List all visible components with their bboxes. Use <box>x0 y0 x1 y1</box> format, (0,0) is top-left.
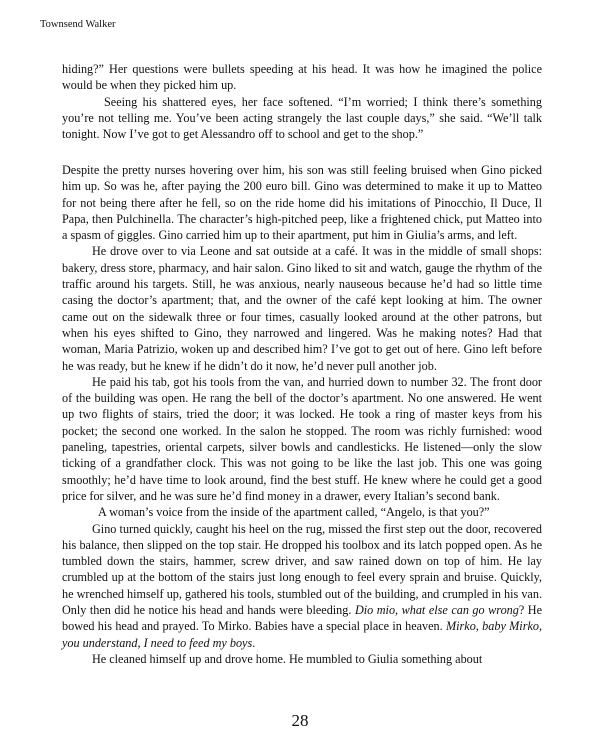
section-2 <box>62 162 542 667</box>
running-head: Townsend Walker <box>40 19 116 30</box>
paragraph: hiding?” Her questions were bullets speeding at his head. It was how he imagined the police would be when they picked him up. <box>62 62 542 93</box>
text-run: . <box>252 635 256 650</box>
paragraph: He cleaned himself up and drove home. He mumbled to Giulia something about <box>92 651 483 666</box>
paragraph: Seeing his shattered eyes, her face softened. “I’m worried; I think there’s something you’re not telling me. You’ve been acting strangely the last couple days,” she said. “We’ll talk tonight. Now I’ve got to get Alessandro off to school and get to the shop.” <box>62 94 542 142</box>
paragraph: A woman’s voice from the inside of the apartment called, “Angelo, is that you?” <box>98 505 490 520</box>
paragraph: Despite the pretty nurses hovering over him, his son was still feeling bruised when Gino picked him up. So was he, after paying the 200 euro bill. Gino was determined to make it up to Matteo for not being there after he fell, so on the ride home did his imitations of Pinocchio, Il Duce, Il Papa, then Pulchinella. The character’s high-pitched peep, like a frightened chick, put Matteo into a spasm of giggles. Gino carried him up to their apartment, put him in Giulia’s arms, and left. <box>62 163 542 243</box>
paragraph: He paid his tab, got his tools from the van, and hurried down to number 32. The front door of the building was open. He rang the bell of the doctor’s apartment. No one answered. He went up two flights of stairs, tried the door; it was locked. He took a ring of master keys from his pocket; the second one worked. In the salon he stopped. The room was richly furnished: wood paneling, tapestries, oriental carpets, silver bowls and candlesticks. He listened—only the slow ticking of a grandfather clock. This was not going to be like the last job. This one was going smoothly; he’d have time to look around, find the best stuff. He knew where he could get a good price for silver, and he was sure he’d find money in a drawer, every Italian’s second bank. <box>62 374 542 503</box>
text-run: ? He bowed his head and prayed. To Mirko. Babies have a special place in heaven. <box>62 603 543 634</box>
italic-text: Mirko, baby Mirko, you understand, I need to feed my boys <box>62 619 542 650</box>
text-run: Gino turned quickly, caught his heel on the rug, missed the first step out the door, recovered his balance, then slipped on the top stair. He dropped his toolbox and its latch popped open. As he tumbled down the stairs, hammer, screw driver, and saw rained down on top of him. He lay crumbled up at the bottom of the stairs just long enough to feel every sprain and bruise. Quickly, he wrenched himself up, gathered his tools, stumbled out of the building, and crumpled in his van. Only then did he notice his head and hands were bleeding. <box>62 521 542 618</box>
paragraph: He drove over to via Leone and sat outside at a café. It was in the middle of small shops: bakery, dress store, pharmacy, and hair salon. Gino liked to sit and watch, gauge the rhythm of the traffic around his targets. Still, he was anxious, nearly nauseous because he’d had so little time casing the doctor’s apartment; that, and the owner of the café kept looking at him. The owner came out on the sidewalk three or four times, casually looked around at the other patrons, but when his eyes shifted to Gino, they narrowed and lingered. Was he making notes? Had that woman, Maria Patrizio, woken up and described him? I’ve got to get out of here. Gino left before he was ready, but he knew if he didn’t do it now, he’d never pull another job. <box>62 244 542 373</box>
section-1 <box>62 61 542 142</box>
paragraph <box>62 521 542 651</box>
page-number: 28 <box>291 711 309 730</box>
italic-text: Dio mio, what else can go wrong <box>354 603 519 618</box>
